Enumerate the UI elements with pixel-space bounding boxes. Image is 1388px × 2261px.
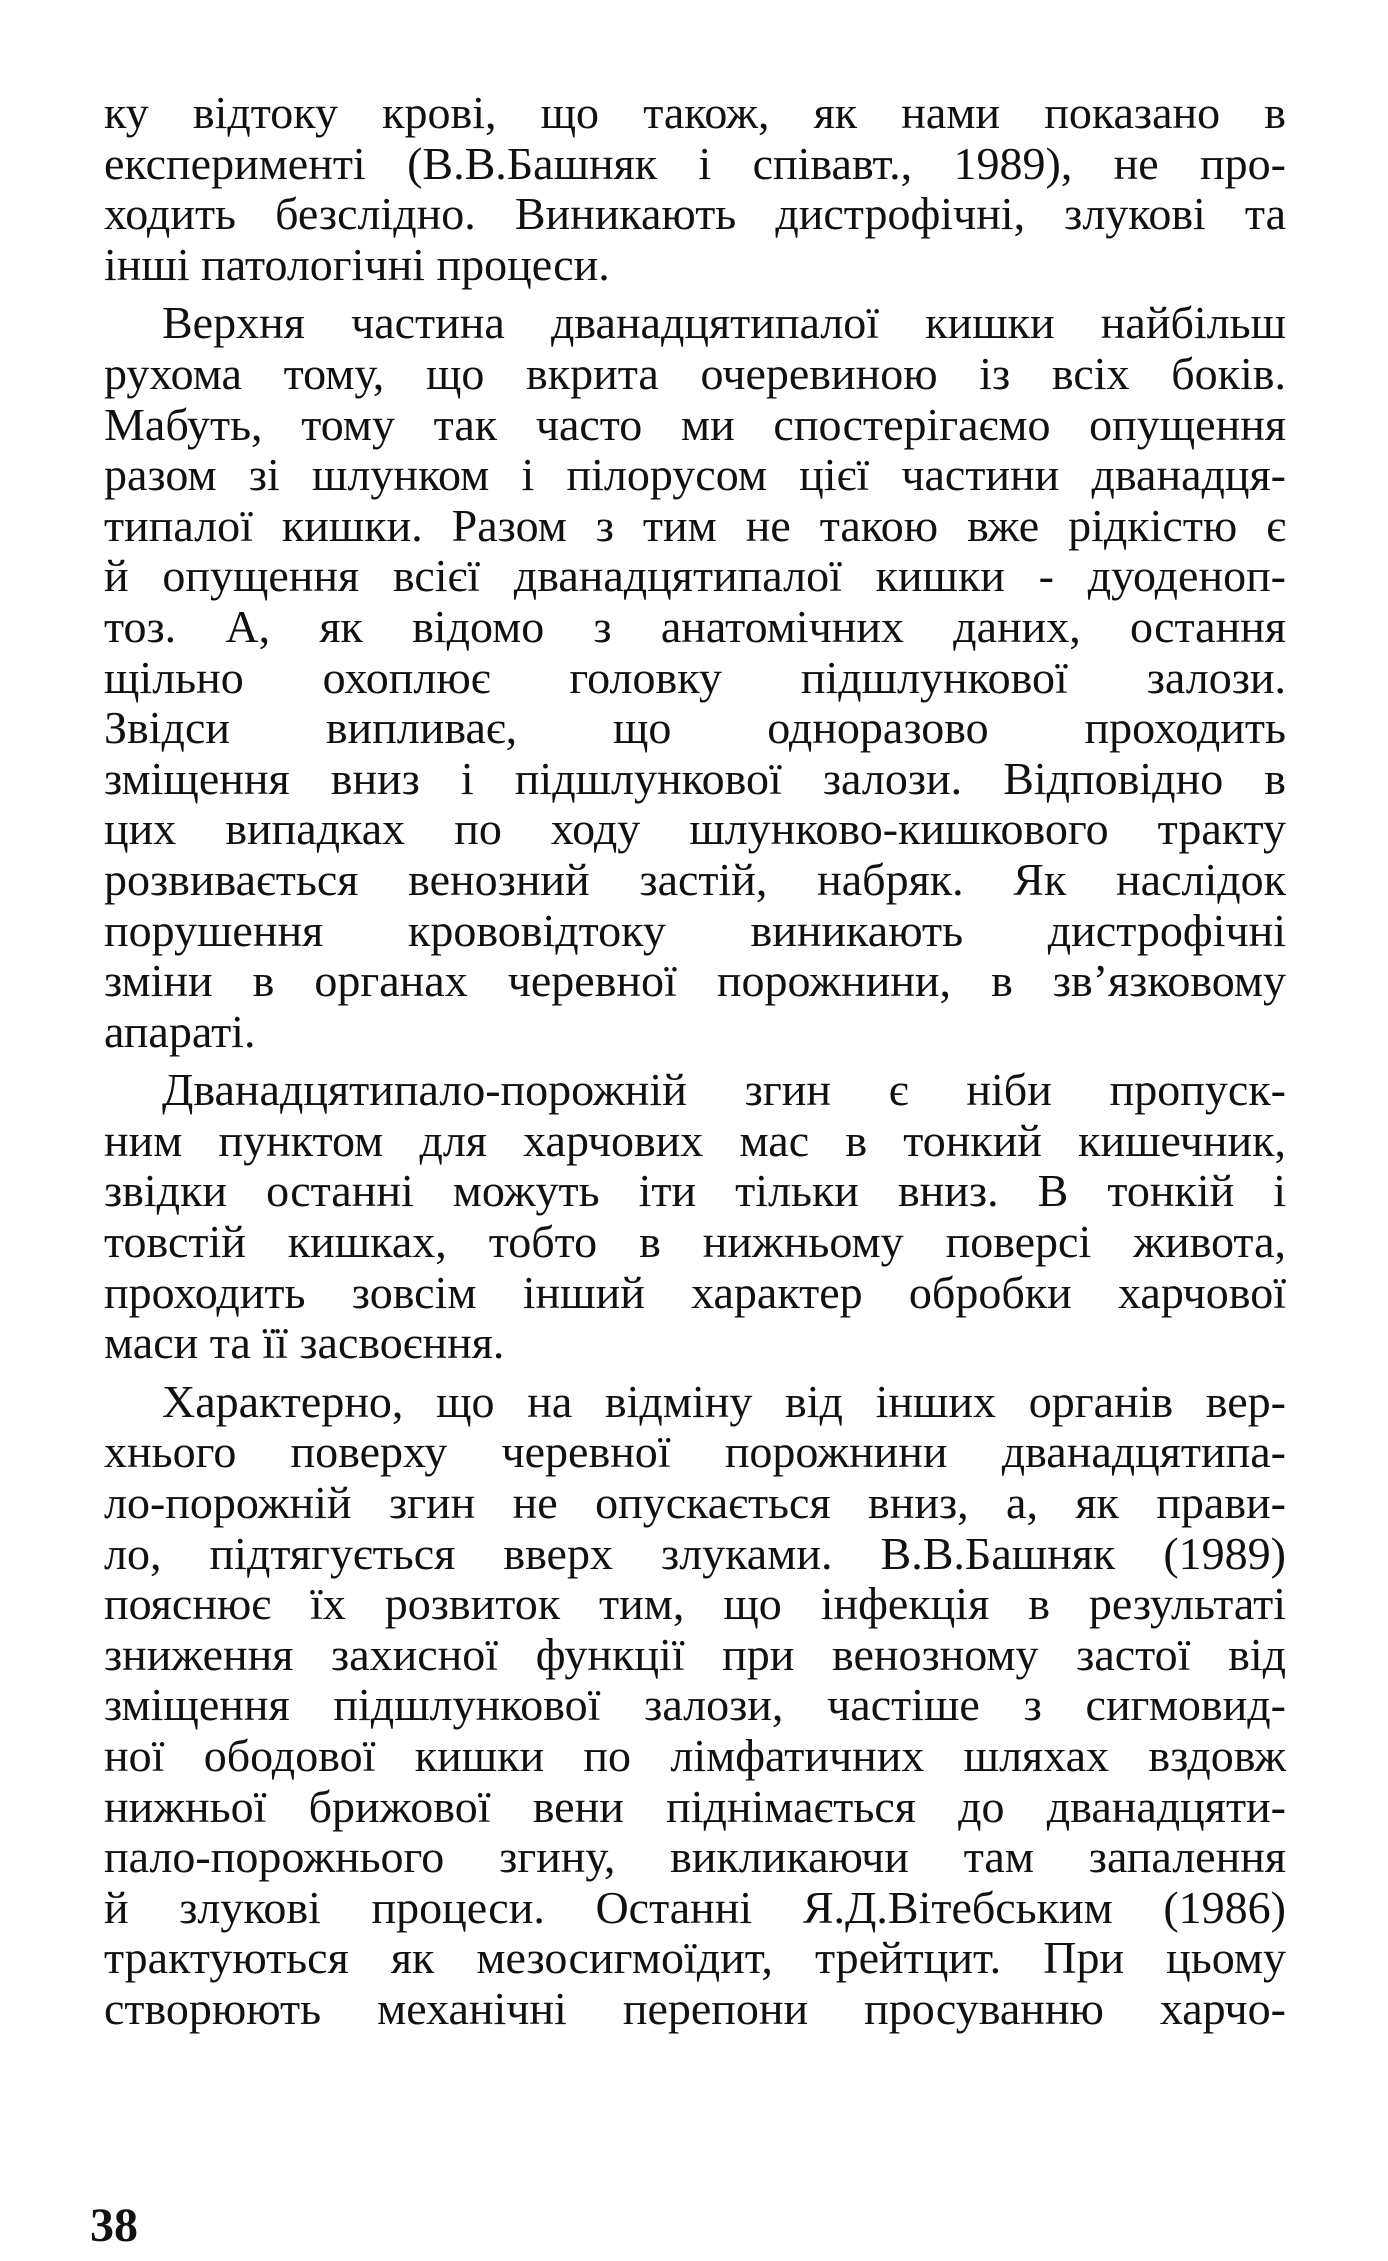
text-line: інші патологічні процеси.: [104, 238, 610, 290]
text-line: проходить зовсім інший характер обробки харчової: [104, 1266, 1286, 1318]
paragraph-2: [104, 298, 1286, 1057]
text-line: Характерно, що на відміну від інших органів вер-: [162, 1375, 1286, 1427]
text-line: хнього поверху черевної порожнини дванадцятипа-: [104, 1426, 1286, 1478]
page-number: 38: [90, 2199, 138, 2252]
text-line: товстій кишках, тобто в нижньому поверсі живота,: [104, 1216, 1286, 1268]
text-line: й опущення всієї дванадцятипалої кишки - дуоденоп-: [104, 550, 1286, 602]
text-line: зміщення підшлункової залози, частіше з сигмовид-: [104, 1679, 1286, 1731]
text-line: ло, підтягується вверх злуками. В.В.Башняк (1989): [104, 1527, 1286, 1579]
text-line: рухома тому, що вкрита очеревиною із всіх боків.: [104, 347, 1286, 399]
text-line: розвивається венозний застій, набряк. Як наслідок: [104, 853, 1286, 905]
text-line: цих випадках по ходу шлунково-кишкового тракту: [104, 803, 1286, 855]
text-line: разом зі шлунком і пілорусом цієї частини дванадця-: [104, 449, 1286, 501]
paragraph-3: [104, 1065, 1286, 1369]
text-line: ку відтоку крові, що також, як нами показано в: [104, 87, 1286, 138]
paragraph-4: [104, 1377, 1286, 2035]
text-line: й злукові процеси. Останні Я.Д.Вітебським (1986): [104, 1881, 1286, 1933]
text-line: Мабуть, тому так часто ми спостерігаємо опущення: [104, 398, 1286, 450]
text-line: пало-порожнього згину, викликаючи там запалення: [104, 1831, 1286, 1883]
paragraph-1: [104, 88, 1286, 290]
text-line: Дванадцятипало-порожній згин є ніби пропуск-: [162, 1064, 1286, 1116]
text-line: ної ободової кишки по лімфатичних шляхах вздовж: [104, 1730, 1286, 1781]
text-line: нижньої брижової вени піднімається до дванадцяти-: [104, 1780, 1286, 1832]
text-line: звідки останні можуть іти тільки вниз. В тонкій і: [104, 1165, 1286, 1217]
text-line: зниження захисної функції при венозному застої від: [104, 1628, 1286, 1680]
text-line: Верхня частина дванадцятипалої кишки найбільш: [162, 297, 1286, 349]
text-line: типалої кишки. Разом з тим не такою вже рідкістю є: [104, 499, 1286, 551]
body-text: [104, 88, 1286, 2035]
text-line: створюють механічні перепони просуванню харчо-: [104, 1982, 1286, 2034]
text-line: щільно охоплює головку підшлункової залози.: [104, 651, 1286, 703]
text-line: пояснює їх розвиток тим, що інфекція в результаті: [104, 1578, 1286, 1630]
text-line: порушення крововідтоку виникають дистрофічні: [104, 904, 1286, 956]
text-line: ходить безслідно. Виникають дистрофічні, злукові та: [104, 188, 1286, 240]
text-line: експерименті (В.В.Башняк і співавт., 1989), не про-: [104, 137, 1286, 189]
text-line: ним пунктом для харчових мас в тонкий кишечник,: [104, 1114, 1286, 1166]
text-line: зміщення вниз і підшлункової залози. Відповідно в: [104, 752, 1286, 804]
text-line: Звідси випливає, що одноразово проходить: [104, 702, 1286, 754]
text-line: зміни в органах черевної порожнини, в зв’язковому: [104, 955, 1286, 1007]
text-line: маси та її засвоєння.: [104, 1317, 505, 1369]
text-line: тоз. А, як відомо з анатомічних даних, остання: [104, 600, 1286, 652]
text-line: ло-порожній згин не опускається вниз, а, як прави-: [104, 1477, 1286, 1529]
text-line: апараті.: [104, 1005, 256, 1057]
text-line: трактуються як мезосигмоїдит, трейтцит. При цьому: [104, 1932, 1286, 1984]
